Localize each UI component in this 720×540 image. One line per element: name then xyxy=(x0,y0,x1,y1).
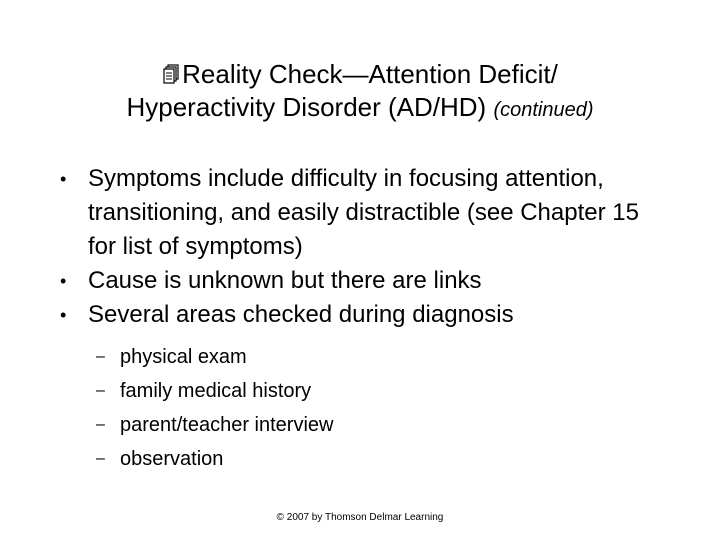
sub-bullet-marker: – xyxy=(96,416,105,433)
sub-bullet-list xyxy=(0,340,720,476)
copyright-footer: © 2007 by Thomson Delmar Learning xyxy=(276,512,444,523)
bullet-text: Symptoms include difficulty in focusing attention, transitioning, and easily distractible (see Chapter 15 for list of symptoms) xyxy=(88,165,639,260)
slide-title xyxy=(0,58,720,127)
sub-bullet-item xyxy=(0,442,720,476)
bullet-item xyxy=(0,298,668,332)
sub-bullet-text: parent/teacher interview xyxy=(120,414,334,436)
sub-bullet-text: family medical history xyxy=(120,380,312,402)
bullet-marker: • xyxy=(60,305,67,325)
sub-bullet-item xyxy=(0,408,720,442)
note-pages-icon xyxy=(162,64,180,86)
title-text-line-2: Hyperactivity Disorder (AD/HD) xyxy=(126,92,494,122)
sub-bullet-marker: – xyxy=(96,382,105,399)
bullet-item xyxy=(0,162,668,264)
sub-bullet-item xyxy=(0,374,720,408)
sub-bullet-text: observation xyxy=(120,448,224,470)
title-text-line-1: Reality Check—Attention Deficit/ xyxy=(182,59,558,89)
sub-bullet-text: physical exam xyxy=(120,346,247,368)
sub-bullet-marker: – xyxy=(96,348,105,365)
sub-bullet-marker: – xyxy=(96,450,105,467)
bullet-text: Several areas checked during diagnosis xyxy=(88,301,514,328)
title-continued: (continued) xyxy=(493,99,594,121)
title-line-1 xyxy=(0,58,720,91)
title-line-2 xyxy=(0,91,720,127)
bullet-text: Cause is unknown but there are links xyxy=(88,267,482,294)
bullet-marker: • xyxy=(60,169,67,189)
bullet-marker: • xyxy=(60,271,67,291)
bullet-item xyxy=(0,264,668,298)
sub-bullet-item xyxy=(0,340,720,374)
bullet-list xyxy=(0,162,720,332)
